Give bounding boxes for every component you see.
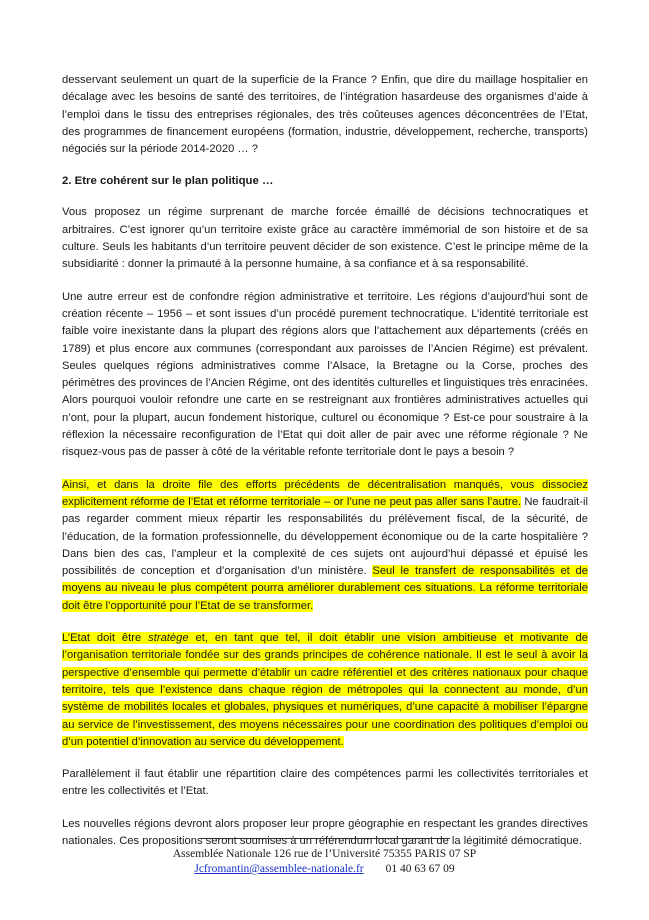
footer-divider bbox=[200, 838, 450, 839]
paragraph-intro: desservant seulement un quart de la superficie de la France ? Enfin, que dire du maillage hospitalier en décalage avec les besoins de santé des territoires, de l’intégration hasardeuse des organismes d’aide à l’emploi dans le tissu des entreprises régionales, des très coûteuses agences déconcentrées de l’Etat, des programmes de financement européens (formation, industrie, développement, recherche, transports) négociés sur la période 2014-2020 … ? bbox=[62, 74, 588, 156]
plain-text: Ne faudrait-il pas regarder comment mieux répartir les responsabilités du prélèvement fiscal, de la sécurité, de l’éducation, de la formation professionnelle, du développement économique ou de la carte hospitalière ? Dans bien des cas, l’ampleur et la complexité de ces sujets ont aujourd’hui dépassé et épuisé les possibilités de conception et d’organisation d’un ministère. bbox=[62, 495, 588, 578]
emphasis-text: stratège bbox=[148, 632, 189, 645]
footer-address: Assemblée Nationale 126 rue de l’Université 75355 PARIS 07 SP bbox=[172, 848, 477, 860]
paragraph-regime: Vous proposez un régime surprenant de marche forcée émaillé de décisions technocratiques et arbitraires. C’est ignorer qu’un territoire existe grâce au caractère immémorial de son histoire et de sa culture. Seuls les habitants d’un territoire peuvent décider de son existence. C’est le principe même de la subsidiarité : donner la primauté à la personne humaine, à sa confiance et à sa responsabilité. bbox=[62, 206, 588, 271]
page-footer bbox=[0, 838, 649, 877]
footer-contact bbox=[0, 862, 649, 877]
highlighted-text: Ainsi, et dans la droite file des efforts précédents de décentralisation manqués, vous dissociez explicitement réforme de l’Etat et réforme territoriale – or l’une ne peut pas aller sans l’autre. bbox=[62, 478, 588, 508]
highlighted-text: L’Etat doit être stratège et, en tant que tel, il doit établir une vision ambitieuse et motivante de l’organisation territoriale fondée sur des grands principes de cohérence nationale. Il est le seul à avoir la perspective d’ensemble qui permette d’établir un cadre référentiel et des critères nationaux pour chaque territoire, tels que l’existence dans chaque région de métropoles qui la connectent au monde, d’un système de mobilités locales et globales, physiques et numériques, d’une capacité à mobiliser l’épargne au service de l’investissement, des moyens nécessaires pour une coordination des politiques d’emploi ou d’un potentiel d’innovation au service du développement. bbox=[62, 632, 588, 748]
paragraph-erreur: Une autre erreur est de confondre région administrative et territoire. Les régions d’aujourd’hui sont de création récente – 1956 – et sont issues d’un procédé purement technocratique. L’identité territoriale est faible voire inexistante dans la plupart des régions alors que l’attachement aux départements (créés en 1789) et plus encore aux communes (correspondant aux paroisses de l’Ancien Régime) est prévalent. Seules quelques régions administratives comme l’Alsace, la Bretagne ou la Corse, proches des périmètres des provinces de l’Ancien Régime, ont des identités culturelles et linguistiques très enracinées. Alors pourquoi vouloir refondre une carte en se restreignant aux frontières administratives actuelles qui n’ont, pour la plupart, aucun fondement historique, culturel ou économique ? Est-ce pour soustraire à la réflexion la nécessaire reconfiguration de l’Etat qui doit aller de pair avec une réforme régionale ? Ne risquez-vous pas de passer à côté de la véritable refonte territoriale dont le pays a besoin ? bbox=[62, 290, 588, 459]
document-body bbox=[62, 72, 588, 865]
email-link[interactable]: Jcfromantin@assemblee-nationale.fr bbox=[194, 863, 364, 875]
paragraph-nouvelles-regions: Les nouvelles régions devront alors proposer leur propre géographie en respectant les grandes directives nationales. Ces propositions seront soumises à un référendum local garant de la légitimité démocratique. bbox=[62, 817, 588, 847]
highlighted-text: Seul le transfert de responsabilités et de moyens au niveau le plus compétent pourra améliorer durablement ces situations. La réforme territoriale doit être l’opportunité pour l’Etat de se transformer. bbox=[62, 565, 588, 612]
paragraph-etat-stratege bbox=[62, 630, 588, 751]
phone-number: 01 40 63 67 09 bbox=[385, 863, 455, 875]
section-heading: 2. Etre cohérent sur le plan politique … bbox=[62, 175, 274, 188]
paragraph-parallelement: Parallèlement il faut établir une répartition claire des compétences parmi les collectivités territoriales et entre les collectivités et l’Etat. bbox=[62, 768, 588, 798]
paragraph-ainsi bbox=[62, 477, 588, 615]
